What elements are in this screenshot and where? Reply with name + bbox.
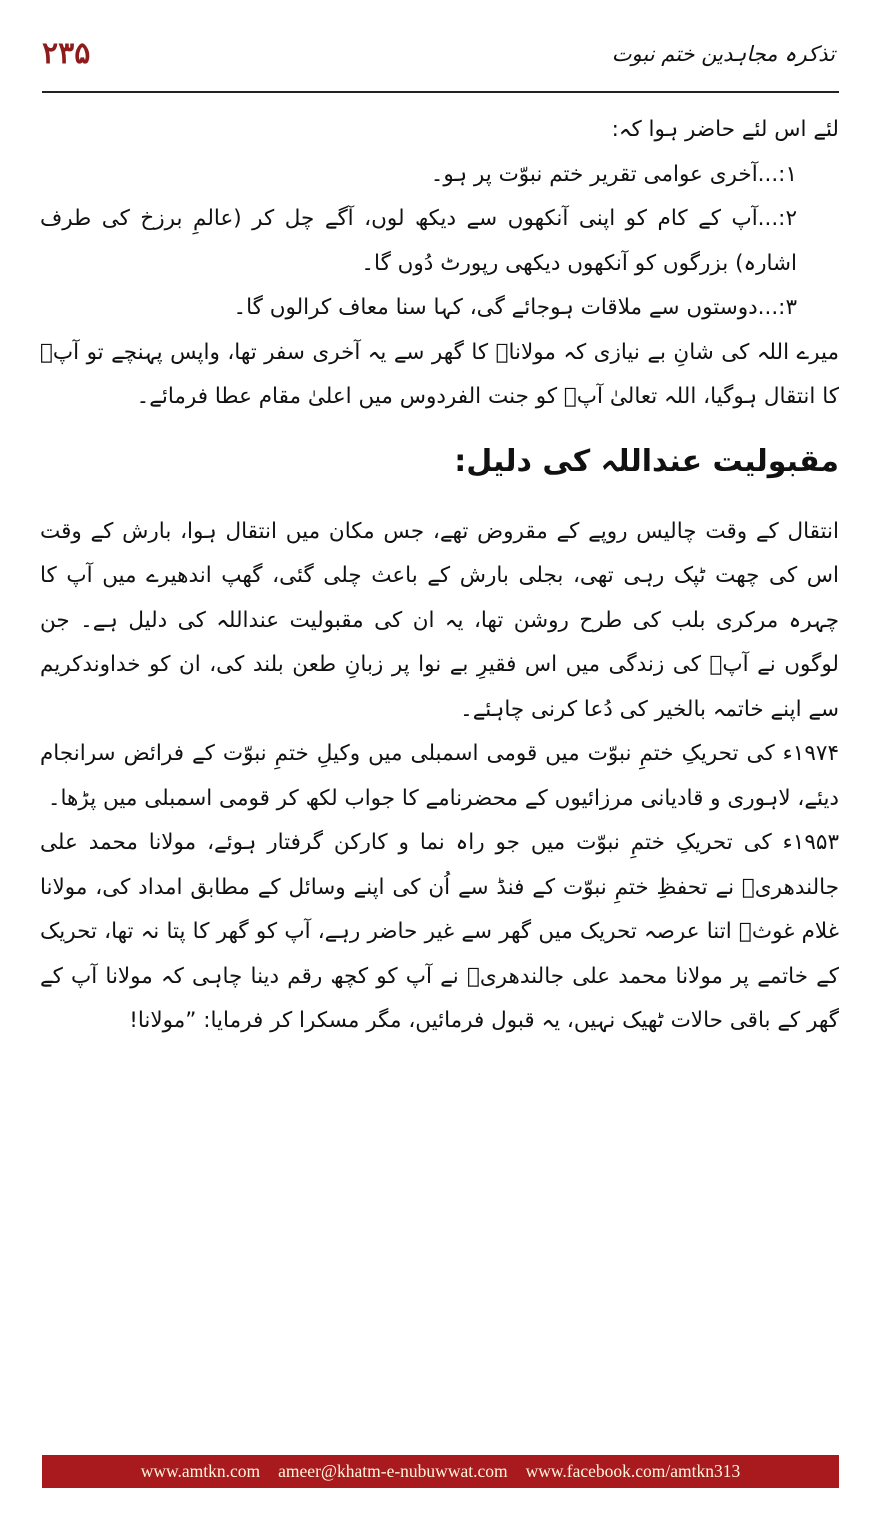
paragraph-4: ۱۹۵۳ء کی تحریکِ ختمِ نبوّت میں جو راہ نما و کارکن گرفتار ہوئے، مولانا محمد علی جالندھریؒ نے تحفظِ ختمِ نبوّت کے فنڈ سے اُن کی اپنے وسائل کے مطابق امداد کی، مولانا غلام غوثؒ اتنا عرصہ تحریک میں گھر سے غیر حاضر رہے، آپ کو گھر کا پتا نہ تھا، تحریک کے خاتمے پر مولانا محمد علی جالندھریؒ نے آپ کو کچھ رقم دینا چاہی کہ مولانا آپ کے گھر کے باقی حالات ٹھیک نہیں، یہ قبول فرمائیں، مگر مسکرا کر فرمایا: ”مولانا! [40, 830, 839, 1033]
paragraph-3: ۱۹۷۴ء کی تحریکِ ختمِ نبوّت میں قومی اسمبلی میں وکیلِ ختمِ نبوّت کے فرائض سرانجام دیئے، لاہوری و قادیانی مرزائیوں کے محضرنامے کا جواب لکھ کر قومی اسمبلی میں پڑھا۔ [40, 741, 839, 811]
footer-website-link[interactable]: www.amtkn.com [140, 1461, 261, 1481]
point-2: ۲:...آپ کے کام کو اپنی آنکھوں سے دیکھ لوں، آگے چل کر (عالمِ برزخ کی طرف اشارہ) بزرگوں کو آنکھوں دیکھی رپورٹ دُوں گا۔ [40, 206, 797, 276]
paragraph-1: میرے اللہ کی شانِ بے نیازی کہ مولاناؒ کا گھر سے یہ آخری سفر تھا، واپس پہنچے تو آپؒ کا انتقال ہوگیا، اللہ تعالیٰ آپؒ کو جنت الفردوس میں اعلیٰ مقام عطا فرمائے۔ [40, 339, 839, 409]
section-heading: مقبولیت عنداللہ کی دلیل: [454, 443, 839, 479]
point-3: ۳:...دوستوں سے ملاقات ہوجائے گی، کہا سنا معاف کرالوں گا۔ [233, 295, 797, 320]
footer-facebook-link[interactable]: www.facebook.com/amtkn313 [525, 1461, 741, 1481]
footer-bar [42, 1455, 839, 1488]
intro-line: لئے اس لئے حاضر ہوا کہ: [611, 117, 839, 142]
point-1: ۱:...آخری عوامی تقریر ختم نبوّت پر ہو۔ [430, 161, 797, 187]
footer-email-link[interactable]: ameer@khatm-e-nubuwwat.com [278, 1461, 508, 1481]
running-title: تذکرہ مجاہدین ختم نبوت [611, 42, 835, 66]
header-divider [42, 91, 839, 93]
page-content [40, 108, 839, 1044]
page-number: ۲۳۵ [42, 36, 91, 71]
paragraph-2: انتقال کے وقت چالیس روپے کے مقروض تھے، جس مکان میں انتقال ہوا، بارش کے وقت اس کی چھت ٹپک رہی تھی، بجلی بارش کے باعث چلی گئی، گھپ اندھیرے میں آپ کا چہرہ مرکری بلب کی طرح روشن تھا، یہ ان کی مقبولیت عنداللہ کی دلیل ہے۔ جن لوگوں نے آپؒ کی زندگی میں اس فقیرِ بے نوا پر زبانِ طعن بلند کی، ان کو خداوندکریم سے اپنے خاتمہ بالخیر کی دُعا کرنی چاہئے۔ [40, 518, 839, 722]
